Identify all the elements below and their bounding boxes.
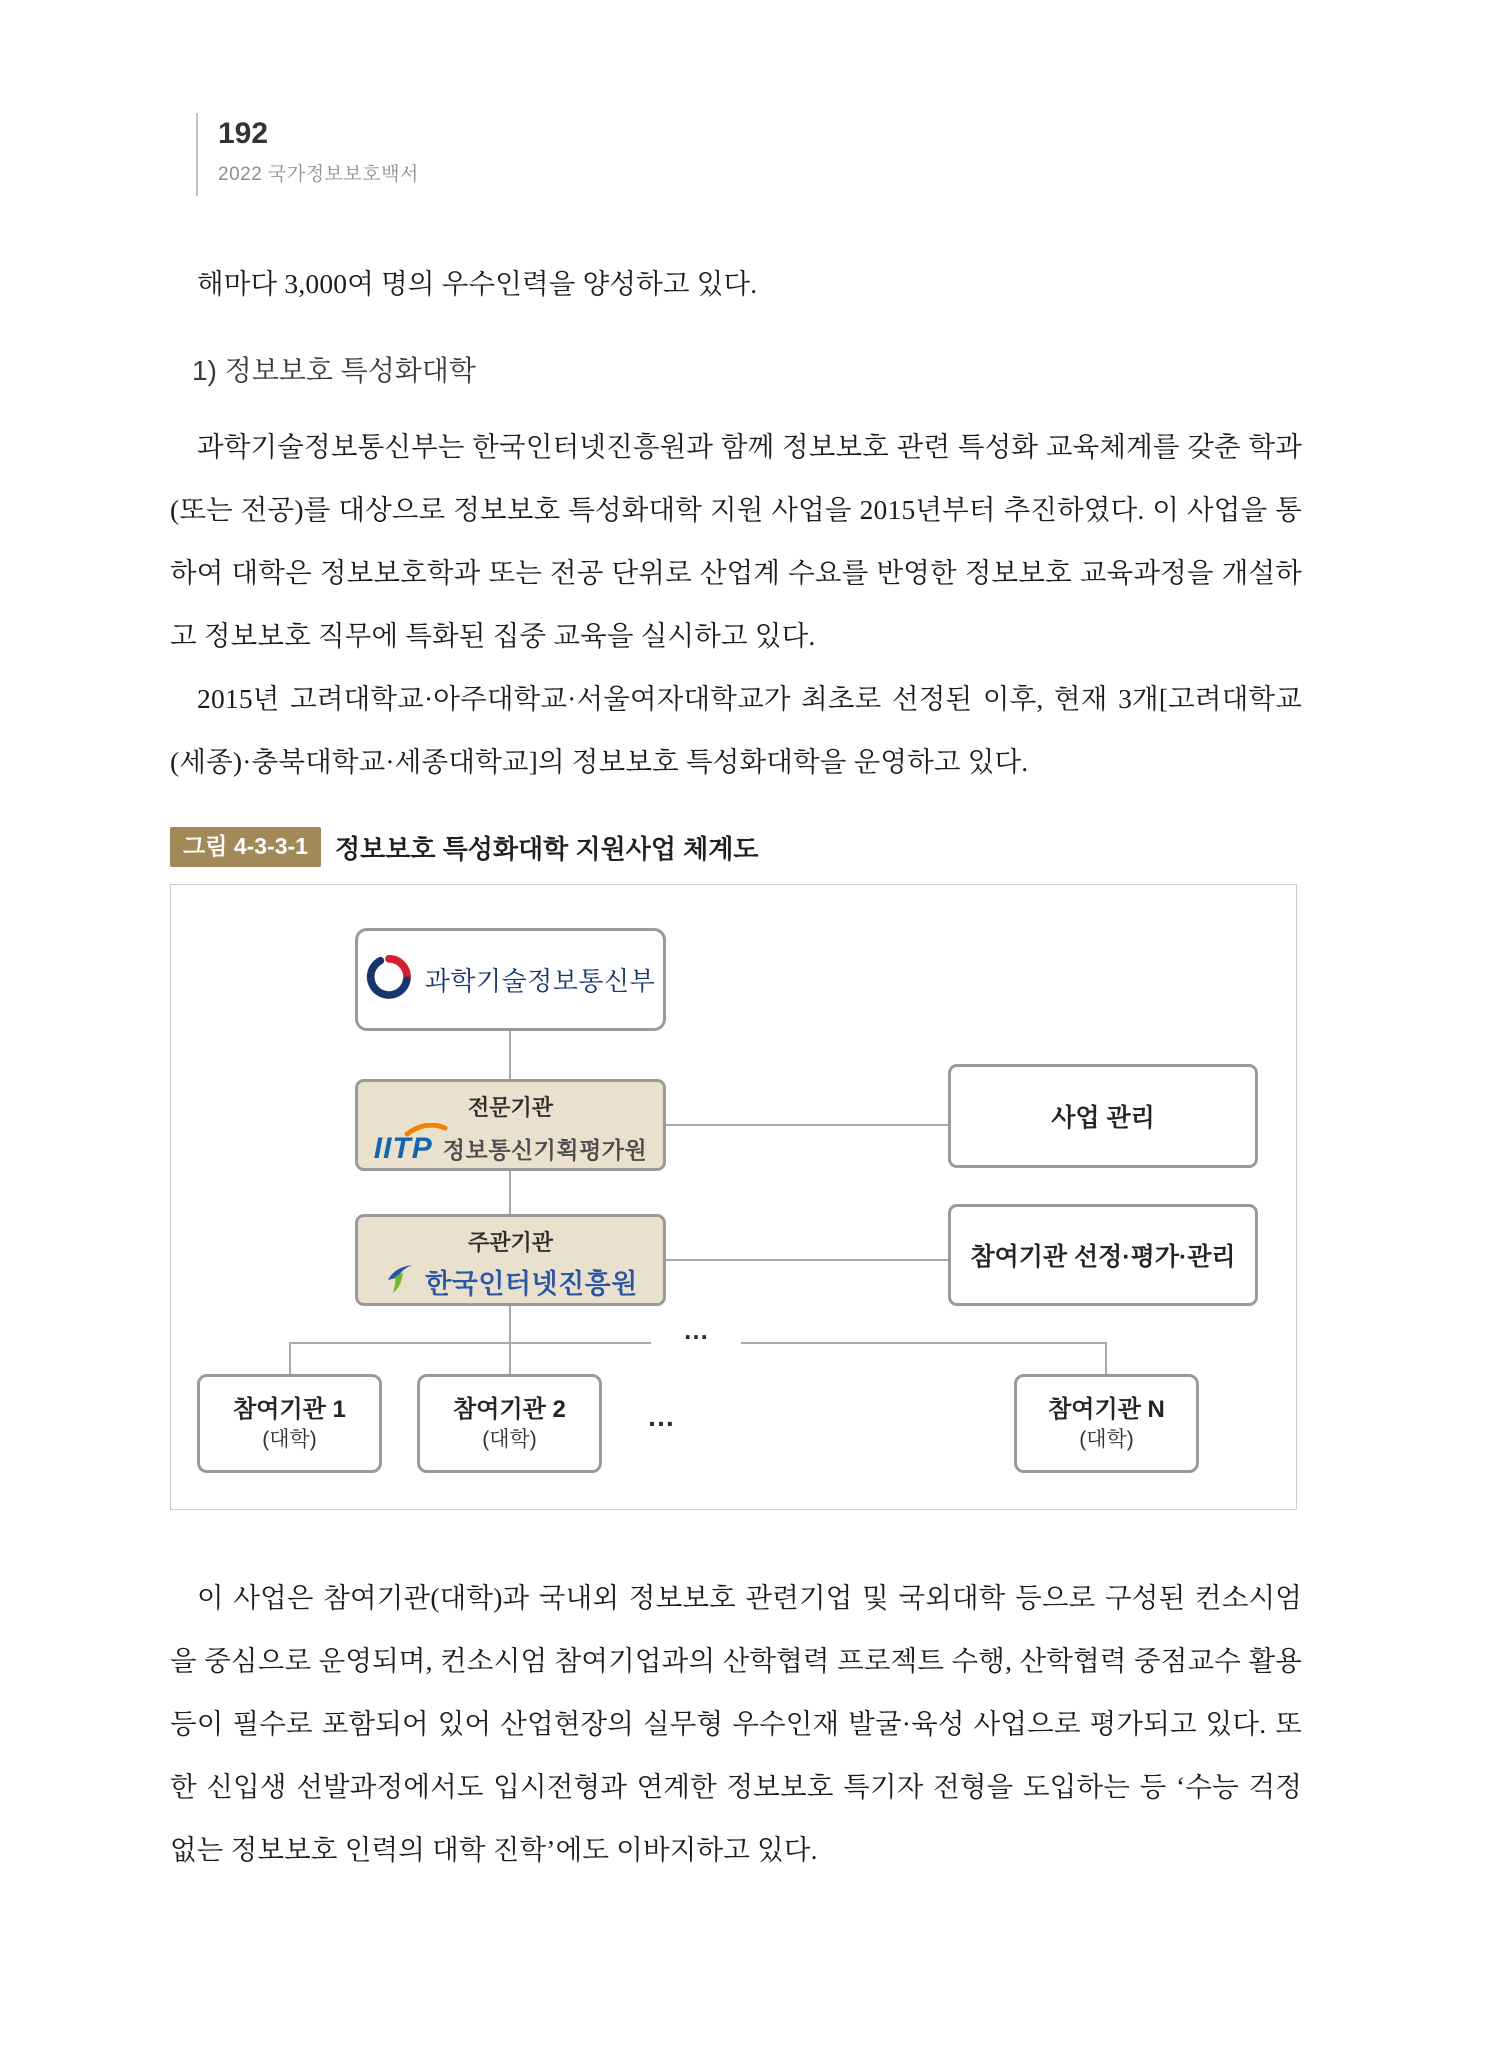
connector-expert-taskbox1 bbox=[666, 1124, 948, 1126]
host-org-box bbox=[355, 1214, 666, 1306]
participant-row-ellipsis: … bbox=[647, 1401, 675, 1432]
connector-participants-rail-left bbox=[289, 1342, 651, 1344]
figure-label-badge: 그림 4-3-3-1 bbox=[170, 827, 321, 867]
paragraph-1: 과학기술정보통신부는 한국인터넷진흥원과 함께 정보보호 관련 특성화 교육체계를 갖춘 학과(또는 전공)를 대상으로 정보보호 특성화대학 지원 사업을 2015년부터 추진하였다. 이 사업을 통하여 대학은 정보보호학과 또는 전공 단위로 산업계 수요를 반영한 정보보호 교육과정을 개설하고 정보보호 직무에 특화된 집중 교육을 실시하고 있다. bbox=[170, 431, 1302, 651]
book-title: 2022 국가정보보호백서 bbox=[218, 164, 419, 185]
paragraph-2: 2015년 고려대학교·아주대학교·서울여자대학교가 최초로 선정된 이후, 현재 3개[고려대학교(세종)·충북대학교·세종대학교]의 정보보호 특성화대학을 운영하고 있다. bbox=[170, 683, 1302, 777]
iitp-logo-text: IITP bbox=[373, 1131, 433, 1165]
task-box-participant-management bbox=[948, 1204, 1258, 1306]
expert-org-role: 전문기관 bbox=[467, 1094, 553, 1120]
participant-2-subtitle: (대학) bbox=[482, 1427, 537, 1451]
participant-n-subtitle: (대학) bbox=[1079, 1427, 1134, 1451]
participant-1-title: 참여기관 1 bbox=[233, 1395, 346, 1423]
ministry-name: 과학기술정보통신부 bbox=[424, 966, 656, 996]
page-number: 192 bbox=[218, 117, 269, 150]
msit-taegeuk-logo-icon bbox=[366, 954, 412, 1005]
paragraph-intro: 해마다 3,000여 명의 우수인력을 양성하고 있다. bbox=[197, 268, 758, 299]
iitp-logo-icon bbox=[374, 1128, 433, 1166]
iitp-orange-swoosh-icon bbox=[404, 1123, 448, 1137]
participant-box-1 bbox=[197, 1374, 382, 1473]
expert-org-logo-row bbox=[374, 1128, 647, 1166]
participant-n-title: 참여기관 N bbox=[1048, 1395, 1165, 1423]
participant-2-title: 참여기관 2 bbox=[453, 1395, 566, 1423]
paragraph-3: 이 사업은 참여기관(대학)과 국내외 정보보호 관련기업 및 국외대학 등으로 구성된 컨소시엄을 중심으로 운영되며, 컨소시엄 참여기업과의 산학협력 프로젝트 수행, 산학협력 중점교수 활용 등이 필수로 포함되어 있어 산업현장의 실무형 우수인재 발굴·육성 사업으로 평가되고 있다. 또한 신입생 선발과정에서도 입시전형과 연계한 정보보호 특기자 전형을 도입하는 등 ‘수능 걱정 없는 정보보호 인력의 대학 진학’에도 이바지하고 있다. bbox=[170, 1582, 1302, 1865]
main-column bbox=[170, 252, 1302, 1881]
ministry-box bbox=[355, 928, 666, 1031]
participant-box-n bbox=[1014, 1374, 1199, 1473]
figure-caption bbox=[170, 827, 1302, 867]
connector-host-participants bbox=[509, 1306, 511, 1374]
connector-expert-host bbox=[509, 1171, 511, 1214]
participant-1-subtitle: (대학) bbox=[262, 1427, 317, 1451]
task-box-project-management bbox=[948, 1064, 1258, 1168]
section-heading: 1) 정보보호 특성화대학 bbox=[192, 355, 476, 386]
task-box-2-label: 참여기관 선정·평가·관리 bbox=[970, 1243, 1236, 1271]
host-org-role: 주관기관 bbox=[467, 1229, 553, 1255]
figure-title: 정보보호 특성화대학 지원사업 체계도 bbox=[334, 833, 759, 864]
running-head bbox=[196, 113, 419, 196]
expert-org-box bbox=[355, 1079, 666, 1171]
host-org-name: 한국인터넷진흥원 bbox=[425, 1268, 638, 1299]
connector-ministry-expert bbox=[509, 1031, 511, 1079]
expert-org-name: 정보통신기획평가원 bbox=[442, 1137, 648, 1163]
host-org-logo-row bbox=[383, 1262, 638, 1301]
figure-diagram bbox=[170, 884, 1297, 1510]
rail-ellipsis: … bbox=[683, 1315, 709, 1345]
connector-drop-participant-1 bbox=[289, 1342, 291, 1374]
connector-participants-rail-right bbox=[741, 1342, 1107, 1344]
connector-drop-participant-n bbox=[1105, 1342, 1107, 1374]
task-box-1-label: 사업 관리 bbox=[1051, 1104, 1155, 1132]
participant-box-2 bbox=[417, 1374, 602, 1473]
kisa-logo-icon bbox=[383, 1263, 415, 1300]
connector-host-taskbox2 bbox=[666, 1259, 948, 1261]
